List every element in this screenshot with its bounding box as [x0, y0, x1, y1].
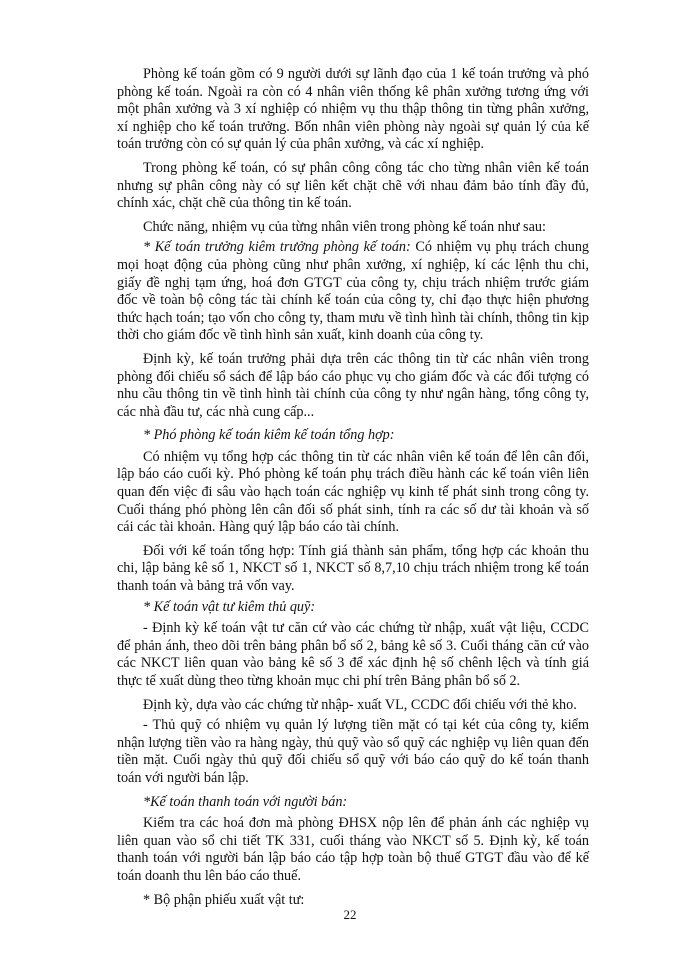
text-chief-accountant: Có nhiệm vụ phụ trách chung mọi hoạt động của phòng cũng như phân xưởng, xí nghiệp, kí các lệnh thu chi, giấy đề nghị tạm ứng, hoá đơn GTGT của công ty, chịu trách nhiệm trước giám đốc về toàn bộ công tác tài chính kế toán của công ty, chỉ đạo thực hiện phương thức hạch toán; tạo vốn cho công ty, tham mưu về tình hình tài chính, thông tin kịp thời cho giám đốc về tình hình sản xuất, kinh doanh của công ty.: [117, 239, 590, 344]
paragraph-stock-card: Định kỳ, dựa vào các chứng từ nhập- xuất VL, CCDC đối chiếu với thẻ kho.: [143, 696, 577, 713]
heading-payables-accountant: *Kế toán thanh toán với người bán:: [143, 793, 348, 810]
heading-chief-accountant: * Kế toán trưởng kiêm trưởng phòng kế toán:: [143, 239, 411, 256]
document-body: [117, 66, 589, 915]
page-number: 22: [343, 907, 357, 922]
paragraph-deputy-duties: Có nhiệm vụ tổng hợp các thông tin từ các nhân viên kế toán để lên cân đối, lập báo cáo cuối kỳ. Phó phòng kế toán phụ trách điều hành các kế toán viên liên quan đến việc đi sâu vào hạch toán các nghiệp vụ kinh tế phát sinh trong công ty. Cuối tháng phó phòng lên cân đối số phát sinh, tính ra các số dư tài khoản và số cái các tài khoản. Hàng quý lập báo cáo tài chính.: [117, 448, 589, 536]
paragraph-issue-slip-department: * Bộ phận phiếu xuất vật tư:: [143, 891, 305, 908]
paragraph-work-assignment: Trong phòng kế toán, có sự phân công công tác cho từng nhân viên kế toán nhưng sự phân công này có sự liên kết chặt chẽ với nhau đảm bảo tính đầy đủ, chính xác, chặt chẽ của thông tin kế toán.: [117, 159, 589, 212]
paragraph-materials-duties: - Định kỳ kế toán vật tư căn cứ vào các chứng từ nhập, xuất vật liệu, CCDC để phản ánh, theo dõi trên bảng phân bổ số 2, bảng kê số 3. Cuối tháng căn cứ vào các NKCT liên quan vào bảng kê số 3 để xác định hệ số chênh lệch và tính giá thực tế xuất dùng theo từng khoản mục chi phí trên Bảng phân bổ số 2.: [117, 620, 589, 689]
paragraph-general-accounting: Đối với kế toán tổng hợp: Tính giá thành sản phẩm, tổng hợp các khoản thu chi, lập bảng kê số 1, NKCT số 1, NKCT số 8,7,10 chịu trách nhiệm trong kế toán thanh toán và bảng trả vốn vay.: [117, 542, 589, 595]
paragraph-cashier: - Thủ quỹ có nhiệm vụ quản lý lượng tiền mặt có tại két của công ty, kiểm nhận lượng tiền vào ra hàng ngày, thủ quỹ vào sổ quỹ các nghiệp vụ liên quan đến tiền mặt. Cuối ngày thủ quỹ đối chiếu sổ quỹ với báo cáo quỹ do kế toán thanh toán với người bán lập.: [117, 717, 589, 786]
paragraph-deputy-heading: [117, 427, 589, 445]
paragraph-payables-duties: Kiểm tra các hoá đơn mà phòng ĐHSX nộp lên để phản ánh các nghiệp vụ liên quan vào sổ chi tiết TK 331, cuối tháng vào NKCT số 5. Định kỳ, kế toán thanh toán với người bán lập báo cáo tập hợp toàn bộ thuế GTGT đầu vào để kế toán doanh thu lên báo cáo thuế.: [117, 815, 589, 884]
paragraph-periodic-reporting: Định kỳ, kế toán trưởng phải dựa trên các thông tin từ các nhân viên trong phòng đối chiếu sổ sách để lập báo cáo phục vụ cho giám đốc và các đối tượng có nhu cầu thông tin về tình hình tài chính của công ty như ngân hàng, tổng công ty, các nhà đầu tư, các nhà cung cấp...: [117, 350, 589, 420]
heading-deputy-accountant: * Phó phòng kế toán kiêm kế toán tổng hợp:: [143, 427, 395, 444]
paragraph-chief-accountant: [117, 239, 589, 345]
paragraph-accounting-staff: Phòng kế toán gồm có 9 người dưới sự lãnh đạo của 1 kế toán trưởng và phó phòng kế toán. Ngoài ra còn có 4 nhân viên thống kê phân xưởng tương ứng với một phân xưởng và 3 xí nghiệp có nhiệm vụ thu thập thông tin từng phân xưởng, xí nghiệp cho kế toán trưởng. Bốn nhân viên phòng này ngoài sự quản lý của kế toán trưởng còn có sự quản lý của phân xưởng, và các xí nghiệp.: [117, 66, 589, 153]
paragraph-materials-heading: [117, 599, 589, 617]
heading-materials-accountant: * Kế toán vật tư kiêm thủ quỹ:: [143, 598, 316, 615]
paragraph-functions-intro: Chức năng, nhiệm vụ của từng nhân viên trong phòng kế toán như sau:: [143, 218, 546, 235]
paragraph-payables-heading: [117, 794, 589, 812]
